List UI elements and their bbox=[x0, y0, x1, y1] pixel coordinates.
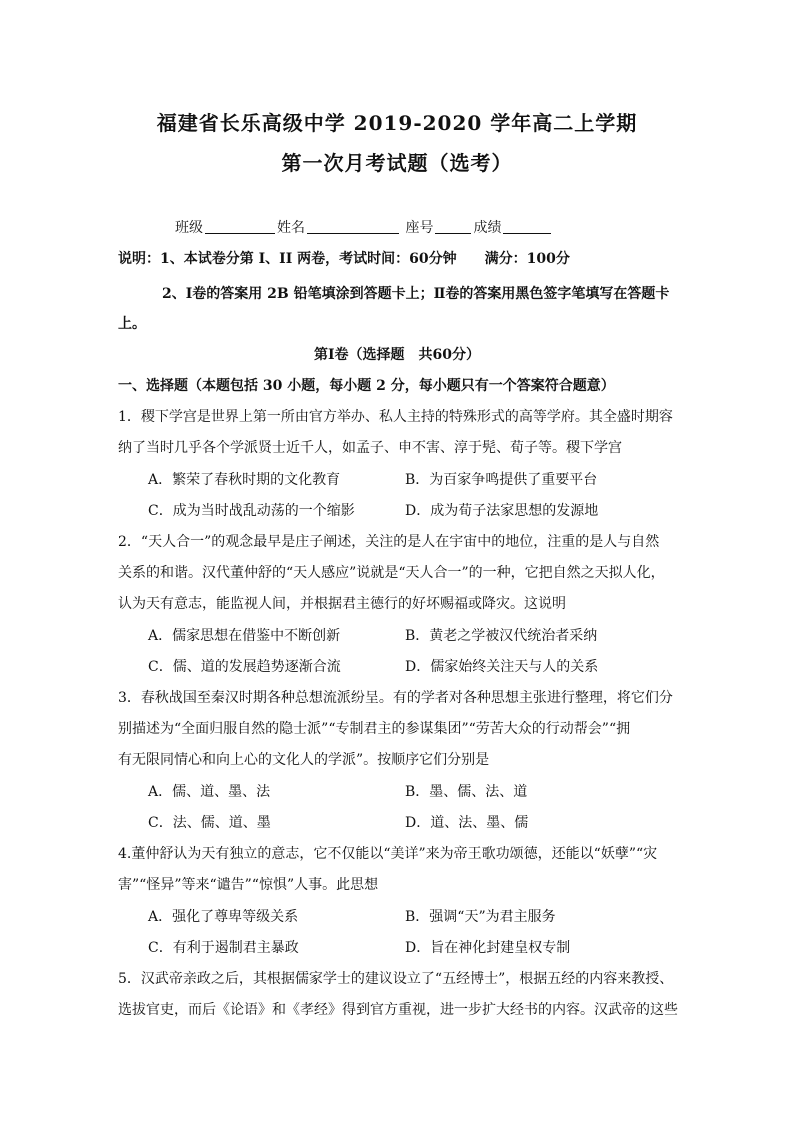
q1-option-d: D．成为荀子法家思想的发源地 bbox=[405, 503, 599, 519]
seat-blank bbox=[435, 219, 471, 234]
q4-option-b: B．强调“天”为君主服务 bbox=[405, 909, 556, 925]
q3-line-3: 有无限同情心和向上心的文化人的学派”。按顺序它们分别是 bbox=[118, 752, 490, 768]
q4-option-c: C．有利于遏制君主暴政 bbox=[148, 940, 299, 956]
q2-line-2: 关系的和谐。汉代董仲舒的“天人感应”说就是“天人合一”的一种，它把自然之天拟人化， bbox=[118, 565, 665, 581]
q5-line-2: 选拔官吏，而后《论语》和《孝经》得到官方重视，进一步扩大经书的内容。汉武帝的这些 bbox=[118, 1002, 678, 1018]
name-label: 姓名 bbox=[277, 220, 305, 236]
q1-option-c: C．成为当时战乱动荡的一个缩影 bbox=[148, 503, 355, 519]
section-heading: 一、选择题（本题包括 30 小题，每小题 2 分，每小题只有一个答案符合题意） bbox=[118, 378, 615, 394]
seat-label: 座号 bbox=[405, 220, 434, 236]
part1-heading: 第Ⅰ卷（选择题 共60分） bbox=[313, 347, 481, 363]
class-blank bbox=[205, 219, 275, 234]
q2-option-a: A．儒家思想在借鉴中不断创新 bbox=[148, 628, 341, 644]
q4-option-d: D．旨在神化封建皇权专制 bbox=[405, 940, 571, 956]
q4-option-a: A．强化了尊卑等级关系 bbox=[148, 909, 299, 925]
q2-option-b: B．黄老之学被汉代统治者采纳 bbox=[405, 628, 598, 644]
q3-line-2: 别描述为“全面归服自然的隐士派”“专制君主的参谋集团”“劳苦大众的行动帮会”“拥 bbox=[118, 721, 631, 737]
note-2b: 上。 bbox=[118, 316, 146, 332]
exam-title-line1: 福建省长乐高级中学 2019-2020 学年高二上学期 bbox=[156, 111, 638, 135]
q1-option-a: A．繁荣了春秋时期的文化教育 bbox=[148, 472, 341, 488]
class-label: 班级 bbox=[175, 220, 203, 236]
q3-option-c: C．法、儒、道、墨 bbox=[148, 815, 271, 831]
q2-option-c: C．儒、道的发展趋势逐渐合流 bbox=[148, 659, 341, 675]
q3-option-b: B．墨、儒、法、道 bbox=[405, 784, 528, 800]
q1-line-1: 1．稷下学宫是世界上第一所由官方举办、私人主持的特殊形式的高等学府。其全盛时期容 bbox=[118, 409, 673, 425]
q1-option-b: B．为百家争鸣提供了重要平台 bbox=[405, 472, 598, 488]
q5-line-1: 5．汉武帝亲政之后，其根据儒家学士的建议设立了“五经博士”，根据五经的内容来教授、 bbox=[118, 971, 674, 987]
q2-line-3: 认为天有意志，能监视人间，并根据君主德行的好坏赐福或降灾。这说明 bbox=[118, 596, 566, 612]
q4-line-2: 害”“怪异”等来“谴告”“惊惧”人事。此思想 bbox=[118, 877, 379, 893]
q3-line-1: 3．春秋战国至秦汉时期各种总想流派纷呈。有的学者对各种思想主张进行整理，将它们分 bbox=[118, 690, 673, 706]
q2-line-1: 2．“天人合一”的观念最早是庄子阐述，关注的是人在宇宙中的地位，注重的是人与自然 bbox=[118, 534, 660, 550]
q1-line-2: 纳了当时几乎各个学派贤士近千人，如孟子、申不害、淳于髡、荀子等。稷下学宫 bbox=[118, 440, 622, 456]
score-blank bbox=[503, 219, 551, 234]
name-blank bbox=[307, 219, 399, 234]
q3-option-d: D．道、法、墨、儒 bbox=[405, 815, 529, 831]
score-label: 成绩 bbox=[473, 220, 502, 236]
q4-line-1: 4.董仲舒认为天有独立的意志，它不仅能以“美详”来为帝王歌功颂德，还能以“妖孽”“灾 bbox=[118, 846, 658, 862]
note-1: 说明：1、本试卷分第 I、II 两卷，考试时间：60分钟 满分：100分 bbox=[118, 251, 570, 267]
q2-option-d: D．儒家始终关注天与人的关系 bbox=[405, 659, 599, 675]
exam-title-line2: 第一次月考试题（选考） bbox=[281, 151, 513, 175]
q3-option-a: A．儒、道、墨、法 bbox=[148, 784, 271, 800]
note-2a: 2、Ⅰ卷的答案用 2B 铅笔填涂到答题卡上；Ⅱ卷的答案用黑色签字笔填写在答题卡 bbox=[162, 286, 670, 302]
student-info-row bbox=[175, 217, 735, 237]
